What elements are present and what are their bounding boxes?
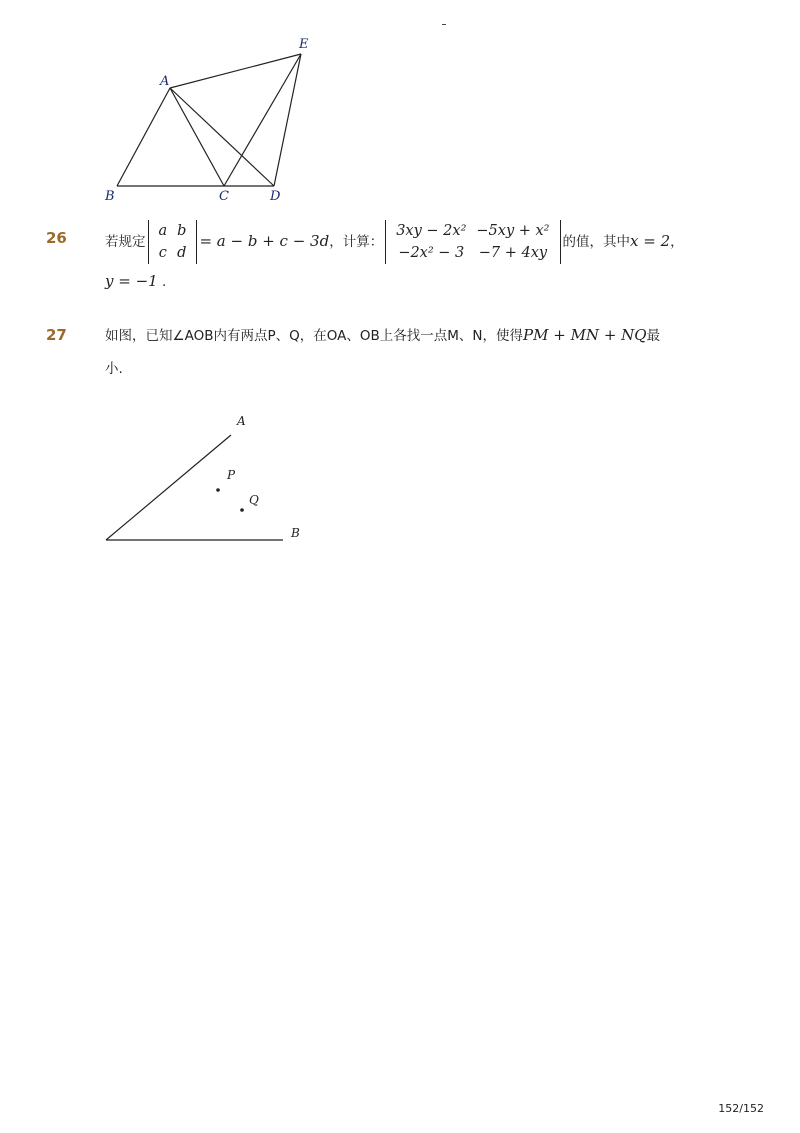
q26-end: . (162, 274, 167, 290)
q26-comma: ， (670, 234, 684, 250)
det1-cell: b (177, 223, 187, 239)
determinant-definition (148, 220, 198, 264)
q26-y-value: y = −1 (105, 272, 158, 290)
question-27-line-2 (105, 357, 123, 377)
segment-AC (170, 88, 224, 186)
question-number-26: 26 (46, 229, 67, 247)
label-A: A (237, 414, 246, 428)
label-P: P (227, 468, 236, 482)
det2-cell: −7 + 4xy (478, 245, 548, 261)
q26-x-value: x = 2 (630, 232, 671, 250)
segment-AB (117, 88, 170, 186)
determinant-expression (385, 220, 560, 264)
q27-text: 如图，已知∠AOB内有两点P、Q，在OA、OB上各找一点M、N，使得 (105, 328, 524, 344)
geometry-figure-2 (95, 405, 315, 550)
question-number-27: 27 (46, 326, 67, 344)
question-27-line-1 (105, 324, 660, 344)
page-number: 152/152 (718, 1102, 764, 1115)
det2-cell: −5xy + x² (476, 223, 550, 239)
det1-cell: a (158, 223, 168, 239)
q26-definition: = a − b + c − 3d (199, 232, 330, 250)
segment-AE (170, 54, 301, 88)
det1-cell: d (177, 245, 187, 261)
ray-OA (106, 435, 231, 540)
q27-expression: PM + MN + NQ (523, 326, 647, 344)
label-E: E (299, 37, 309, 52)
geometry-figure-1 (95, 30, 335, 210)
question-26-line-1 (105, 220, 684, 264)
q27-text-end: 最 (646, 328, 661, 344)
det2-cell: −2x² − 3 (398, 245, 465, 261)
segment-AD (170, 88, 274, 186)
label-A: A (160, 74, 170, 89)
point-Q (240, 508, 244, 512)
label-B: B (291, 526, 300, 540)
label-B: B (105, 189, 115, 204)
segment-CE (224, 54, 301, 186)
point-P (216, 488, 220, 492)
question-26-line-2 (105, 272, 166, 290)
q26-text-prefix: 若规定 (105, 234, 146, 250)
page-top-mark (442, 24, 446, 25)
q26-text-mid: ，计算： (329, 234, 384, 250)
det2-cell: 3xy − 2x² (396, 223, 467, 239)
q26-text-suffix: 的值，其中 (562, 234, 630, 250)
segment-DE (274, 54, 301, 186)
det1-cell: c (158, 245, 167, 261)
label-C: C (219, 189, 229, 204)
label-Q: Q (249, 493, 259, 507)
label-D: D (270, 189, 281, 204)
q27-line2: 小. (105, 361, 123, 377)
